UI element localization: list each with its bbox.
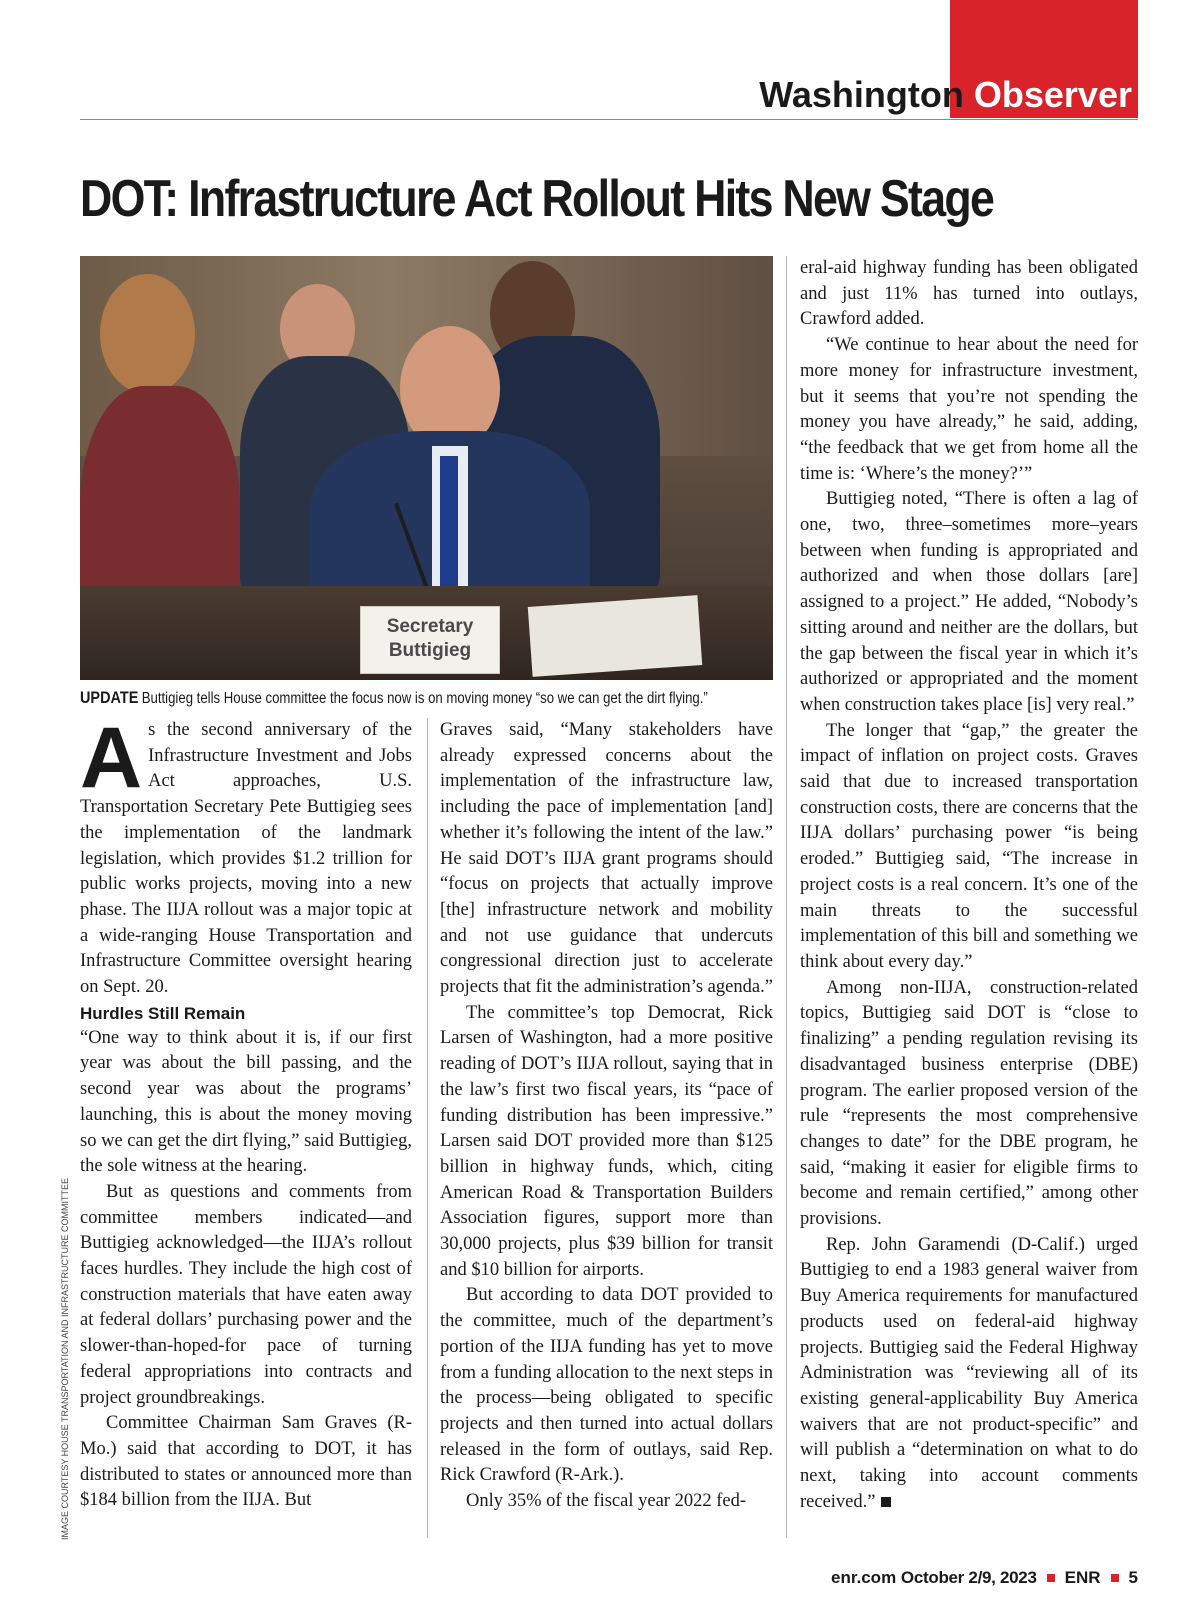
footer-separator-icon — [1047, 1574, 1055, 1582]
footer-site-link[interactable]: enr.com — [830, 1568, 897, 1587]
body-column-1 — [80, 710, 412, 1514]
column-divider-1 — [427, 718, 428, 1538]
photo-papers — [528, 595, 702, 677]
photo-caption — [80, 688, 708, 709]
lead-paragraph — [80, 710, 412, 1001]
end-mark-icon — [881, 1497, 891, 1507]
footer-brand: ENR — [1064, 1568, 1101, 1587]
column-divider-2 — [786, 256, 787, 1538]
paragraph: Buttigieg noted, “There is often a lag of one, two, three–sometimes more–years between when funding is appropriated and authorized and when those dollars [are] assigned to a project.” He added, “Nobody’s sitting around and neither are the dollars, but the gap between the fiscal year in which it’s authorized or appropriated and the moment when construction takes place [is] very real.” — [800, 489, 1138, 715]
footer-date: October 2/9, 2023 — [900, 1568, 1037, 1587]
paragraph: The committee’s top Democrat, Rick Larsen of Washington, had a more positive reading of DOT’s IIJA rollout, saying that in the law’s first two fiscal years, its “pace of funding distribution has been impressive.” Larsen said DOT provided more than $125 billion in highway funds, which, citing American Road & Transportation Builders Association figures, support more than 30,000 projects, plus $39 billion for transit and $10 billion for airports. — [440, 1002, 773, 1280]
paragraph: Graves said, “Many stakeholders have already expressed concerns about the implementation of the infrastructure law, including the pace of implementation [and] whether it’s following the intent of the law.” He said DOT’s IIJA grant programs should “focus on projects that actually improve [the] infrastructure network and mobility and not use guidance that undercuts congressional direction just to accelerate projects that fit the administration’s agenda.” — [440, 720, 773, 998]
header-divider — [80, 119, 1138, 120]
section-header — [0, 72, 1132, 118]
paragraph: But according to data DOT provided to the committee, much of the department’s portion of the IIJA funding has yet to move from a funding allocation to the next steps in the process—being obligated to specific projects and then turned into actual dollars released in the form of outlays, said Rep. Rick Crawford (R-Ark.). — [440, 1285, 773, 1486]
page-number: 5 — [1128, 1568, 1138, 1587]
paragraph: Committee Chairman Sam Graves (R-Mo.) said that according to DOT, it has distributed to states or announced more than $184 billion from the IIJA. But — [80, 1413, 412, 1511]
article-headline: DOT: Infrastructure Act Rollout Hits New Stage — [80, 170, 994, 228]
subhead: Hurdles Still Remain — [80, 1003, 246, 1023]
body-column-3 — [800, 256, 1138, 1515]
section-word-observer: Observer — [973, 74, 1132, 115]
final-paragraph-text: Rep. John Garamendi (D-Calif.) urged Buttigieg to end a 1983 general waiver from Buy America requirements for manufactured products used on federal-aid highway projects. Buttigieg said the Federal Highway Administration was “reviewing all of its existing general-applicability Buy America waivers that are not product-specific” and will publish a “determination on what to do next, taking into account comments received.” — [800, 1234, 1138, 1512]
paragraph: “We continue to hear about the need for more money for infrastructure investment, but it seems that you’re not spending the money you have already,” he said, adding, “the feedback that we get from home all the time is: ‘Where’s the money?’” — [800, 335, 1138, 484]
paragraph: eral-aid highway funding has been obligated and just 11% has turned into outlays, Crawford added. — [800, 258, 1138, 330]
caption-text: Buttigieg tells House committee the focus now is on moving money “so we can get the dirt flying.” — [141, 690, 708, 707]
paragraph: The longer that “gap,” the greater the impact of inflation on project costs. Graves said that due to increased transportation construction costs, there are concerns that the IIJA dollars’ purchasing power “is being eroded.” Buttigieg said, “The increase in project costs is a real concern. It’s one of the main threats to the successful implementation of this bill and something we think about every day.” — [800, 720, 1138, 972]
hearing-photo — [80, 256, 773, 680]
lead-paragraph-text: s the second anniversary of the Infrastructure Investment and Jobs Act approaches, U.S. Transportation Secretary Pete Buttigieg sees the implementation of the landmark legislation, which provides $1.2 trillion for public works projects, moving into a new phase. The IIJA rollout was a major topic at a wide-ranging House Transportation and Infrastructure Committee oversight hearing on Sept. 20. — [80, 720, 412, 998]
nameplate — [360, 606, 500, 674]
section-word-washington: Washington — [759, 74, 964, 115]
paragraph — [800, 1233, 1138, 1516]
photo-credit: IMAGE COURTESY HOUSE TRANSPORTATION AND INFRASTRUCTURE COMMITTEE — [60, 1177, 70, 1540]
drop-cap: A — [80, 710, 143, 806]
photo-person-left-head — [100, 274, 195, 394]
paragraph: But as questions and comments from committee members indicated—and Buttigieg acknowledged—the IIJA’s rollout faces hurdles. They include the high cost of construction materials that have eaten away at federal dollars’ purchasing power and the slower-than-hoped-for pace of turning federal appropriations into contracts and project groundbreakings. — [80, 1181, 412, 1408]
body-column-2 — [440, 718, 773, 1515]
paragraph: “One way to think about it is, if our first year was about the bill passing, and the second year was about the programs’ launching, this is about the money moving so we can get the dirt flying,” said Buttigieg, the sole witness at the hearing. — [80, 1027, 412, 1177]
photo-speaker-tie — [440, 456, 458, 606]
page-footer — [0, 1568, 1138, 1588]
paragraph: Only 35% of the fiscal year 2022 fed- — [466, 1491, 746, 1512]
caption-label: UPDATE — [80, 688, 139, 707]
nameplate-line1: Secretary — [386, 616, 474, 637]
nameplate-line2: Buttigieg — [388, 640, 472, 661]
paragraph: Among non-IIJA, construction-related topics, Buttigieg said DOT is “close to finalizing” a pending regulation revising its disadvantaged business enterprise (DBE) program. The earlier proposed version of the rule “represents the most comprehensive changes to date” for the DBE program, he said, “making it easier for eligible firms to become and remain certified,” among other provisions. — [800, 977, 1138, 1230]
footer-separator-icon — [1111, 1574, 1119, 1582]
